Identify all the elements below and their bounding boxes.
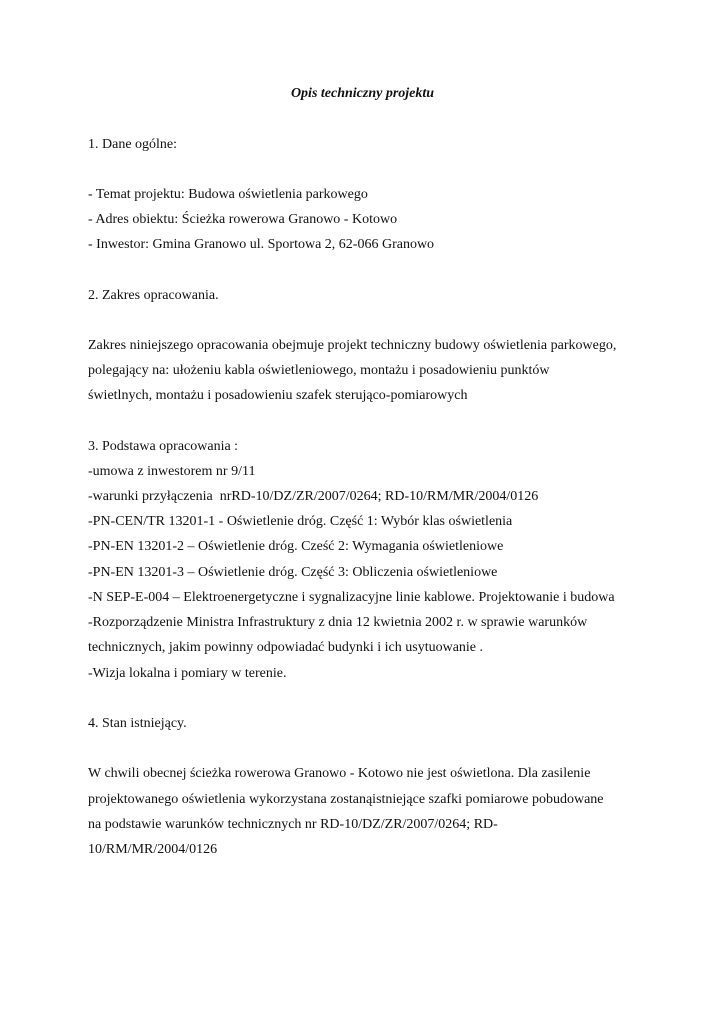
section-2-paragraph-line: Zakres niniejszego opracowania obejmuje projekt techniczny budowy oświetlenia parkowego,	[88, 338, 617, 353]
section-2-paragraph-line: świetlnych, montażu i posadowieniu szafek sterująco-pomiarowych	[88, 388, 468, 403]
section-3-heading: 3. Podstawa opracowania :	[88, 439, 239, 454]
section-3-item: -Wizja lokalna i pomiary w terenie.	[88, 666, 287, 681]
section-4-paragraph-line: W chwili obecnej ścieżka rowerowa Granowo - Kotowo nie jest oświetlona. Dla zasilenie	[88, 766, 591, 781]
section-2-heading: 2. Zakres opracowania.	[88, 288, 219, 303]
section-1-heading: 1. Dane ogólne:	[88, 137, 178, 152]
section-3-item: -N SEP-E-004 – Elektroenergetyczne i sygnalizacyjne linie kablowe. Projektowanie i budowa	[88, 590, 615, 605]
section-3-item: -umowa z inwestorem nr 9/11	[88, 464, 256, 479]
section-1-item: - Inwestor: Gmina Granowo ul. Sportowa 2, 62-066 Granowo	[88, 237, 435, 252]
section-1-item: - Adres obiektu: Ścieżka rowerowa Granowo - Kotowo	[88, 212, 398, 227]
section-1-item: - Temat projektu: Budowa oświetlenia parkowego	[88, 187, 368, 202]
section-4-heading: 4. Stan istniejący.	[88, 716, 187, 731]
section-2-paragraph-line: polegający na: ułożeniu kabla oświetleniowego, montażu i posadowieniu punktów	[88, 363, 550, 378]
section-3-item: -PN-EN 13201-2 – Oświetlenie dróg. Cześć 2: Wymagania oświetleniowe	[88, 539, 504, 554]
section-4-paragraph-line: projektowanego oświetlenia wykorzystana zostanąistniejące szafki pomiarowe pobudowane	[88, 792, 604, 807]
section-3-item: -PN-EN 13201-3 – Oświetlenie dróg. Część 3: Obliczenia oświetleniowe	[88, 565, 498, 580]
section-3-item: technicznych, jakim powinny odpowiadać budynki i ich usytuowanie .	[88, 640, 484, 655]
section-4-paragraph-line: na podstawie warunków technicznych nr RD-10/DZ/ZR/2007/0264; RD-	[88, 817, 498, 832]
section-3-item: -PN-CEN/TR 13201-1 - Oświetlenie dróg. Część 1: Wybór klas oświetlenia	[88, 514, 513, 529]
document-title: Opis techniczny projektu	[290, 86, 435, 101]
section-3-item: -warunki przyłączenia nrRD-10/DZ/ZR/2007/0264; RD-10/RM/MR/2004/0126	[88, 489, 539, 504]
section-4-paragraph-line: 10/RM/MR/2004/0126	[88, 842, 218, 857]
section-3-item: -Rozporządzenie Ministra Infrastruktury z dnia 12 kwietnia 2002 r. w sprawie warunków	[88, 615, 588, 630]
